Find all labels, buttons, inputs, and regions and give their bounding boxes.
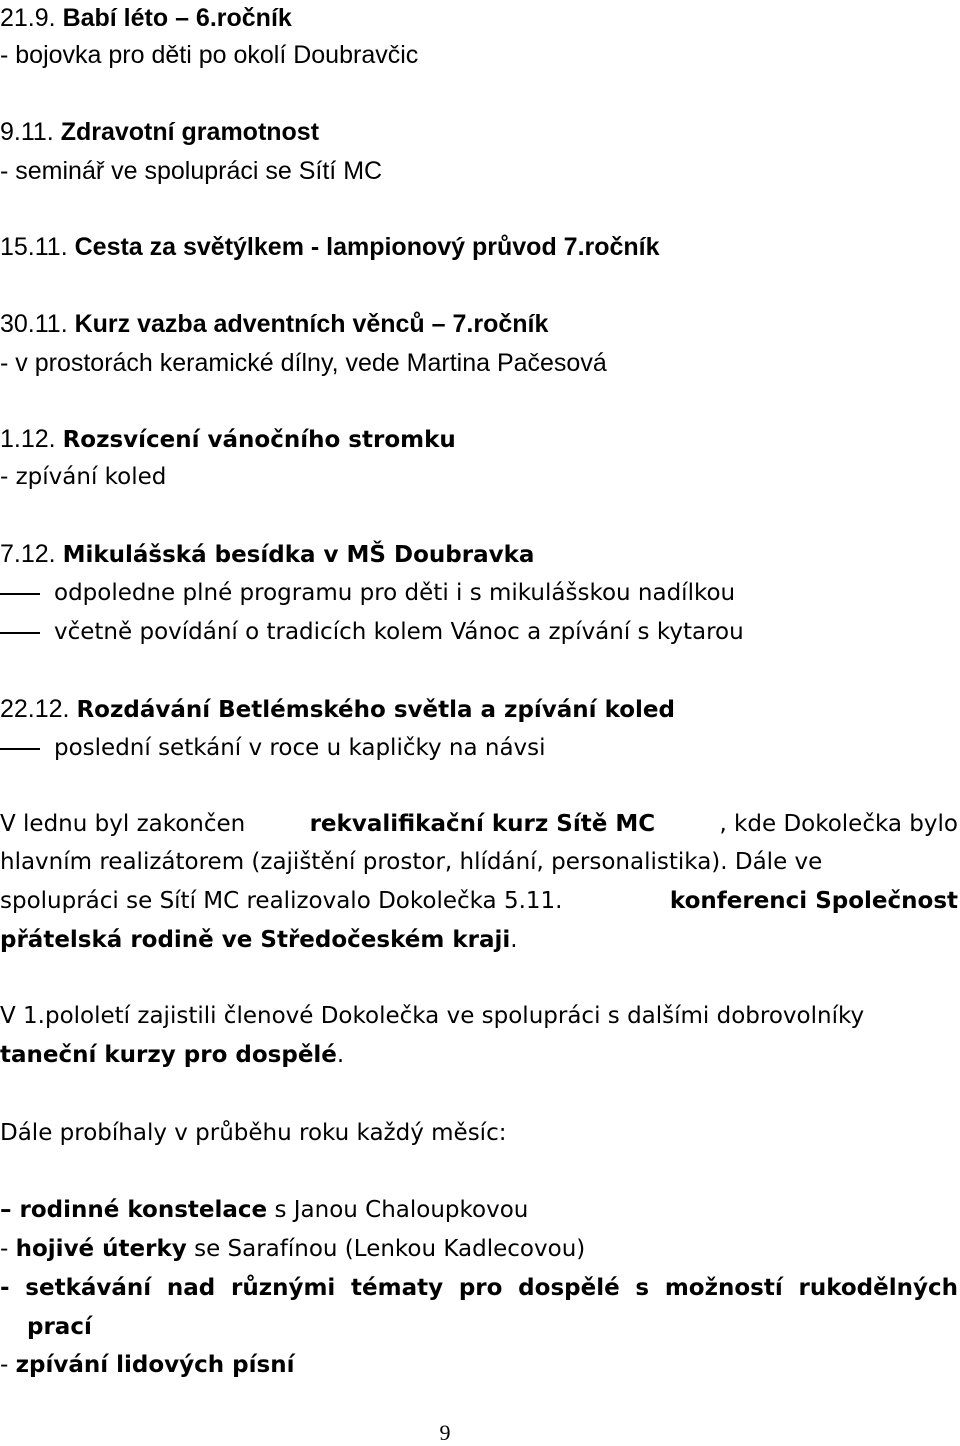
event-title: Kurz vazba adventních věnců – 7.ročník [74, 310, 549, 338]
paragraph-line: hlavním realizátorem (zajištění prostor, hlídání, personalistika). Dále ve [0, 849, 823, 875]
event-title: Rozsvícení vánočního stromku [62, 427, 456, 453]
event-date: 22.12. [0, 695, 77, 723]
dash-bullet [0, 632, 40, 634]
event-title: Zdravotní gramotnost [60, 118, 320, 146]
paragraph-line: V 1.pololetí zajistili členové Dokolečka ve spolupráci s dalšími dobrovolníky [0, 1003, 865, 1029]
event-heading [0, 536, 534, 573]
event-title: Rozdávání Betlémského světla a zpívání koled [76, 697, 675, 723]
event-title: Mikulášská besídka v MŠ Doubravka [62, 542, 535, 568]
page-number: 9 [439, 1420, 451, 1445]
list-item-continuation: prací [27, 1314, 92, 1340]
paragraph-line [0, 922, 518, 958]
event-note: - bojovka pro děti po okolí Doubravčic [0, 41, 419, 69]
text-span: . [336, 1042, 345, 1068]
event-heading [0, 114, 319, 150]
dash-bullet [0, 593, 40, 595]
note-text: odpoledne plné programu pro děti i s mikulášskou nadílkou [54, 580, 736, 606]
event-date: 7.12. [0, 540, 63, 568]
text-span: . [510, 927, 518, 953]
text-span: - [0, 1352, 16, 1378]
event-heading [0, 0, 292, 36]
list-item: - setkávání nad různými tématy pro dospělé s možností rukodělných [0, 1275, 958, 1301]
event-date: 1.12. [0, 425, 63, 453]
bold-text: taneční kurzy pro dospělé [0, 1042, 337, 1068]
note-text: včetně povídání o tradicích kolem Vánoc a zpívání s kytarou [54, 619, 744, 645]
bold-text: hojivé úterky [15, 1236, 187, 1262]
event-heading [0, 229, 660, 265]
text-span: , kde Dokolečka bylo [719, 811, 958, 837]
note-text: poslední setkání v roce u kapličky na návsi [54, 735, 546, 761]
bold-text: zpívání lidových písní [15, 1352, 295, 1378]
event-note [0, 730, 546, 766]
event-note: - zpívání koled [0, 464, 167, 490]
event-date: 21.9. [0, 4, 63, 32]
bold-text: přátelská rodině ve Středočeském kraji [0, 927, 511, 953]
event-heading [0, 306, 548, 342]
event-heading [0, 691, 675, 728]
dash-bullet [0, 748, 40, 750]
event-note [0, 575, 735, 611]
paragraph-line [0, 806, 958, 842]
event-date: 30.11. [0, 310, 75, 338]
event-title: Cesta za světýlkem - lampionový průvod 7.ročník [74, 233, 660, 261]
list-item [0, 1192, 528, 1228]
text-span: spolupráci se Sítí MC realizovalo Dokolečka 5.11. [0, 888, 563, 914]
event-note [0, 614, 744, 650]
event-date: 9.11. [0, 118, 61, 146]
bold-text: – rodinné konstelace [0, 1197, 268, 1223]
text-span: se Sarafínou (Lenkou Kadlecovou) [186, 1236, 586, 1262]
section-intro: Dále probíhaly v průběhu roku každý měsíc: [0, 1120, 507, 1146]
event-title: Babí léto – 6.ročník [62, 4, 292, 32]
text-span: - [0, 1236, 16, 1262]
text-span: s Janou Chaloupkovou [267, 1197, 529, 1223]
event-note: - seminář ve spolupráci se Sítí MC [0, 157, 383, 185]
paragraph-line [0, 1037, 344, 1073]
bold-text: konferenci Společnost [669, 888, 958, 914]
text-span: V lednu byl zakončen [0, 811, 246, 837]
event-heading [0, 421, 456, 458]
paragraph-line [0, 883, 958, 919]
event-date: 15.11. [0, 233, 75, 261]
bold-text: rekvalifikační kurz Sítě MC [309, 811, 656, 837]
list-item [0, 1231, 585, 1267]
event-note: - v prostorách keramické dílny, vede Martina Pačesová [0, 349, 607, 377]
list-item [0, 1347, 294, 1383]
